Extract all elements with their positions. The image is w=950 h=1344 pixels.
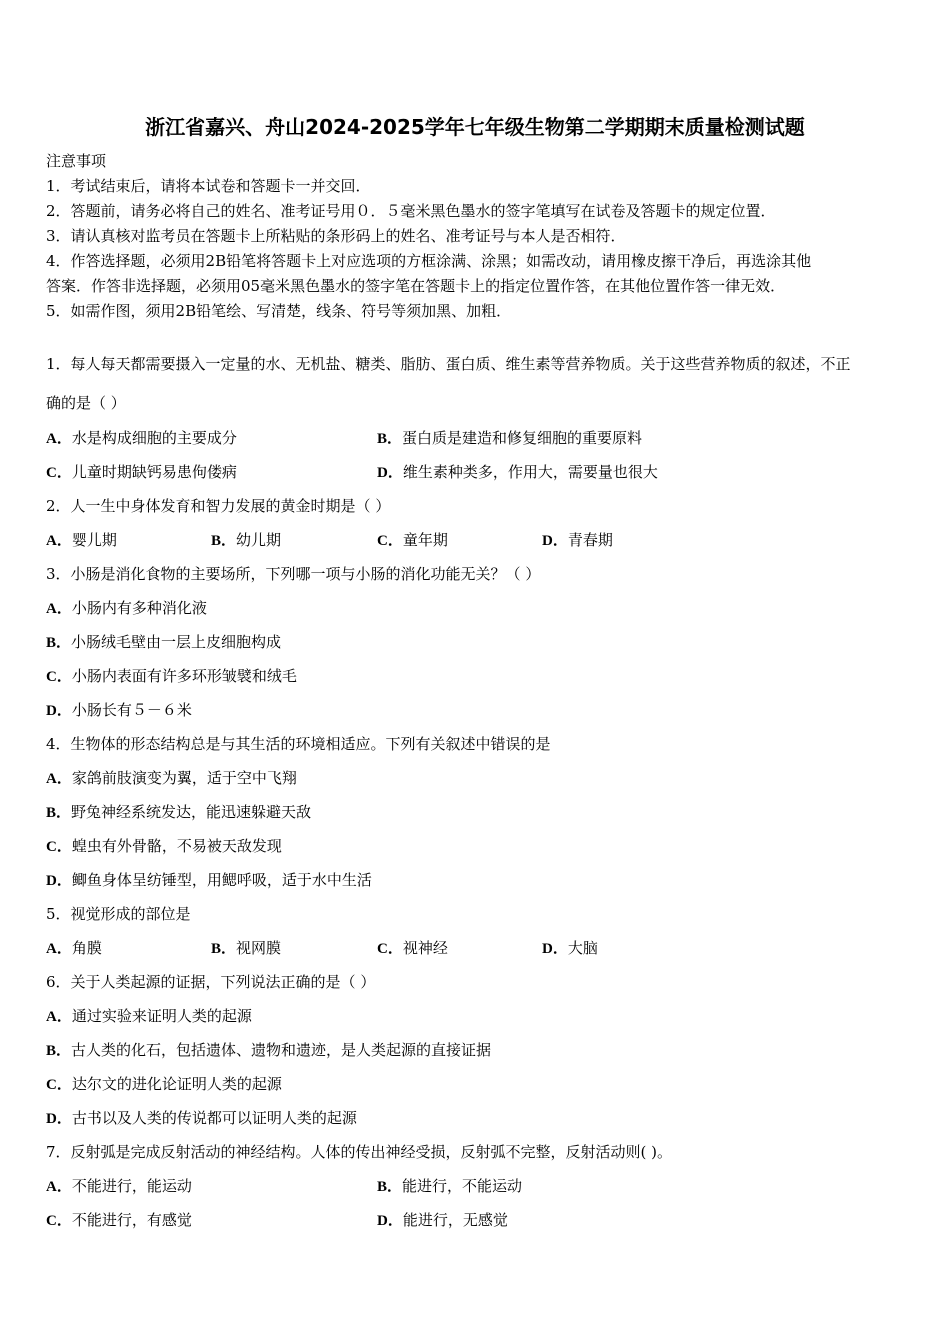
option-text: 通过实验来证明人类的起源: [71, 1007, 252, 1025]
question-stem: 7．反射弧是完成反射活动的神经结构。人体的传出神经受损，反射弧不完整，反射活动则( )。: [46, 1143, 673, 1161]
option-label: D．: [46, 1111, 72, 1127]
option-c: [46, 836, 282, 857]
notice-heading: 注意事项: [46, 152, 107, 170]
question-stem: 6．关于人类起源的证据，下列说法正确的是（ ）: [46, 973, 376, 991]
option-d: [46, 700, 192, 721]
option-label: A．: [46, 771, 72, 787]
option-d: [377, 1210, 508, 1231]
option-label: D．: [542, 941, 568, 957]
option-d: [46, 870, 372, 891]
option-label: C．: [46, 669, 72, 685]
option-label: A．: [46, 1179, 72, 1195]
option-text: 不能进行，有感觉: [71, 1211, 192, 1229]
option-label: C．: [377, 941, 403, 957]
option-text: 不能进行，能运动: [71, 1177, 192, 1195]
option-b: [211, 938, 281, 959]
option-text: 婴儿期: [71, 531, 117, 549]
option-d: [377, 462, 658, 483]
option-text: 古书以及人类的传说都可以证明人类的起源: [71, 1109, 357, 1127]
option-text: 小肠内表面有许多环形皱襞和绒毛: [71, 667, 297, 685]
option-text: 小肠内有多种消化液: [71, 599, 207, 617]
notice-item: 5．如需作图，须用2B铅笔绘、写清楚，线条、符号等须加黑、加粗．: [46, 302, 512, 320]
option-c: [46, 1074, 282, 1095]
notice-item: 答案．作答非选择题，必须用05毫米黑色墨水的签字笔在答题卡上的指定位置作答，在其他位置作答一律无效．: [46, 277, 786, 295]
option-c: [377, 530, 448, 551]
question-stem: 2．人一生中身体发育和智力发展的黄金时期是（ ）: [46, 497, 391, 515]
option-b: [46, 1040, 491, 1061]
question-stem: 4．生物体的形态结构总是与其生活的环境相适应。下列有关叙述中错误的是: [46, 735, 551, 753]
option-a: [46, 598, 207, 619]
option-b: [377, 1176, 522, 1197]
option-label: A．: [46, 601, 72, 617]
option-text: 维生素种类多，作用大，需要量也很大: [402, 463, 658, 481]
option-text: 能进行，无感觉: [402, 1211, 508, 1229]
option-label: D．: [377, 1213, 403, 1229]
option-text: 水是构成细胞的主要成分: [71, 429, 237, 447]
option-text: 角膜: [71, 939, 102, 957]
question-stem: 1．每人每天都需要摄入一定量的水、无机盐、糖类、脂肪、蛋白质、维生素等营养物质。关于这些营养物质的叙述，不正: [46, 355, 851, 373]
notice-item: 3．请认真核对监考员在答题卡上所粘贴的条形码上的姓名、准考证号与本人是否相符．: [46, 227, 626, 245]
option-text: 小肠长有５－６米: [71, 701, 192, 719]
option-b: [377, 428, 642, 449]
option-label: D．: [542, 533, 568, 549]
option-text: 小肠绒毛壁由一层上皮细胞构成: [71, 633, 282, 651]
page-title: 浙江省嘉兴、舟山2024-2025学年七年级生物第二学期期末质量检测试题: [145, 115, 805, 139]
option-text: 鲫鱼身体呈纺锤型，用鳃呼吸，适于水中生活: [71, 871, 372, 889]
option-a: [46, 428, 237, 449]
option-c: [46, 666, 297, 687]
option-text: 幼儿期: [236, 531, 282, 549]
option-c: [377, 938, 448, 959]
option-text: 童年期: [402, 531, 448, 549]
option-label: C．: [46, 465, 72, 481]
option-label: C．: [46, 839, 72, 855]
option-text: 家鸽前肢演变为翼，适于空中飞翔: [71, 769, 297, 787]
option-label: B．: [377, 431, 403, 447]
option-d: [542, 938, 598, 959]
notice-item: 4．作答选择题，必须用2B铅笔将答题卡上对应选项的方框涂满、涂黑；如需改动，请用橡皮擦干净后，再选涂其他: [46, 252, 812, 270]
option-a: [46, 938, 102, 959]
option-text: 青春期: [567, 531, 613, 549]
option-b: [46, 802, 311, 823]
option-c: [46, 1210, 192, 1231]
option-d: [46, 1108, 357, 1129]
option-a: [46, 1006, 252, 1027]
option-label: C．: [46, 1213, 72, 1229]
notice-item: 1．考试结束后，请将本试卷和答题卡一并交回．: [46, 177, 371, 195]
option-b: [46, 632, 281, 653]
option-label: D．: [377, 465, 403, 481]
option-label: B．: [46, 1043, 72, 1059]
option-a: [46, 530, 117, 551]
question-stem: 3．小肠是消化食物的主要场所，下列哪一项与小肠的消化功能无关？（ ）: [46, 565, 541, 583]
option-text: 野兔神经系统发达，能迅速躲避天敌: [71, 803, 312, 821]
option-label: A．: [46, 431, 72, 447]
option-label: C．: [377, 533, 403, 549]
option-c: [46, 462, 237, 483]
option-label: B．: [46, 635, 72, 651]
option-label: C．: [46, 1077, 72, 1093]
option-label: A．: [46, 533, 72, 549]
option-text: 能进行，不能运动: [402, 1177, 523, 1195]
option-text: 蝗虫有外骨骼，不易被天敌发现: [71, 837, 282, 855]
option-label: B．: [377, 1179, 403, 1195]
question-stem: 5．视觉形成的部位是: [46, 905, 191, 923]
option-text: 古人类的化石，包括遗体、遗物和遗迹，是人类起源的直接证据: [71, 1041, 492, 1059]
option-d: [542, 530, 613, 551]
option-label: D．: [46, 873, 72, 889]
option-label: B．: [211, 941, 237, 957]
option-label: A．: [46, 1009, 72, 1025]
option-label: B．: [211, 533, 237, 549]
option-text: 视网膜: [236, 939, 282, 957]
option-text: 蛋白质是建造和修复细胞的重要原料: [402, 429, 643, 447]
option-b: [211, 530, 281, 551]
option-text: 儿童时期缺钙易患佝偻病: [71, 463, 237, 481]
option-text: 视神经: [402, 939, 448, 957]
option-label: D．: [46, 703, 72, 719]
question-stem-continued: 确的是（ ）: [46, 394, 126, 412]
option-text: 大脑: [567, 939, 598, 957]
option-label: B．: [46, 805, 72, 821]
option-text: 达尔文的进化论证明人类的起源: [71, 1075, 282, 1093]
option-label: A．: [46, 941, 72, 957]
option-a: [46, 1176, 192, 1197]
option-a: [46, 768, 297, 789]
notice-item: 2．答题前，请务必将自己的姓名、准考证号用０．５毫米黑色墨水的签字笔填写在试卷及答题卡的规定位置．: [46, 202, 776, 220]
